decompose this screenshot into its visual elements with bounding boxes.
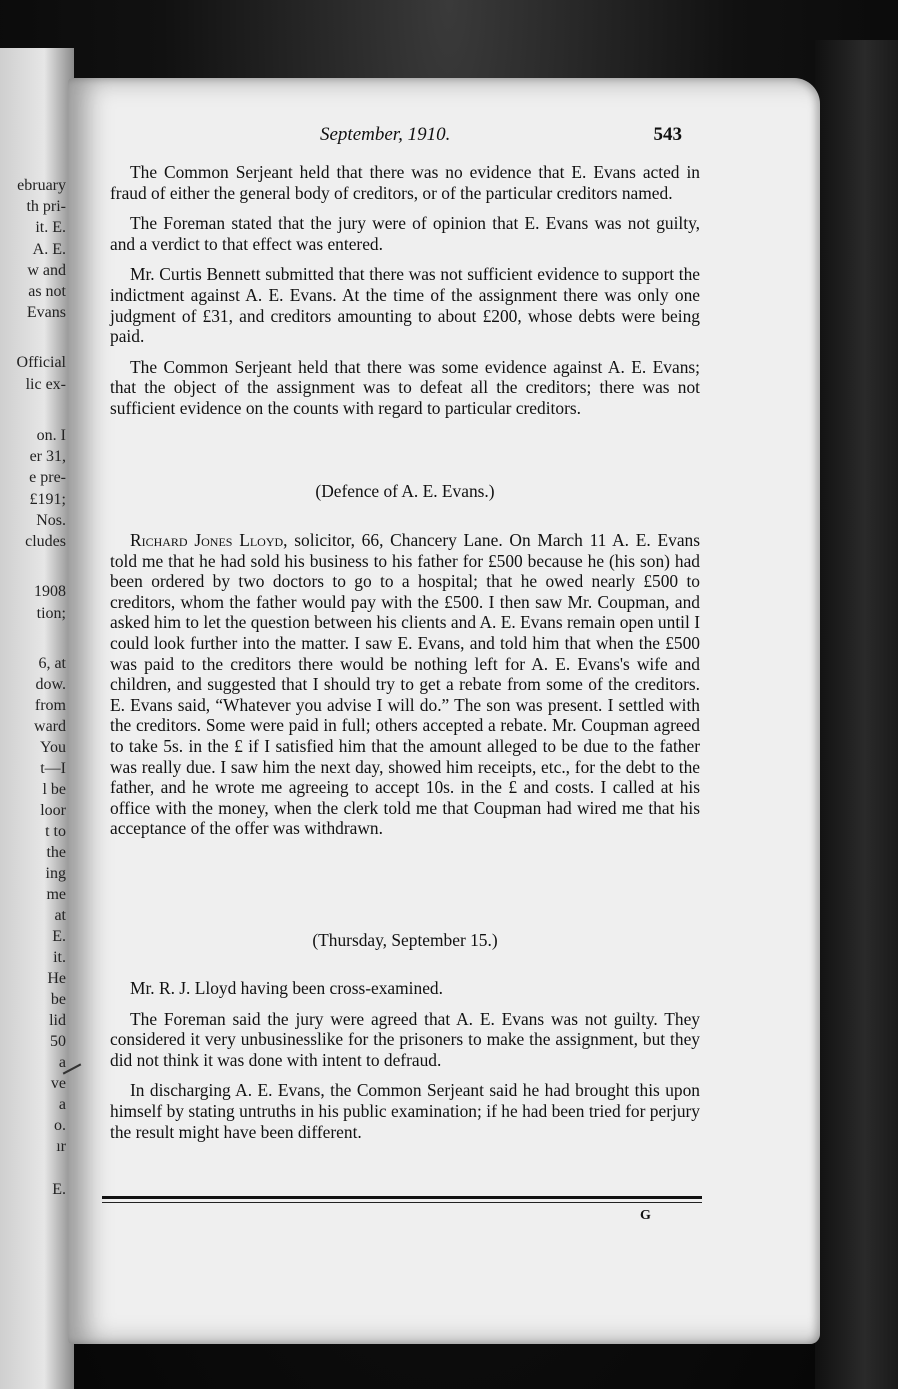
facing-page-text: a: [58, 1096, 66, 1113]
facing-page-text: tion;: [36, 605, 66, 622]
facing-page-text: be: [50, 991, 66, 1008]
facing-page-text: 6, at: [38, 655, 66, 672]
facing-page-text: e pre-: [29, 469, 66, 486]
facing-page-text: lid: [49, 1012, 66, 1029]
facing-page-text: E.: [52, 928, 66, 945]
facing-page-text: E.: [52, 1181, 66, 1198]
facing-page-text: er 31,: [29, 448, 66, 465]
facing-page-text: at: [54, 907, 66, 924]
testimony-body: , solicitor, 66, Chancery Lane. On March 11 A. E. Evans told me that he had sold his business to his father for £500 because he (his son) had been ordered by two doctors to go to a hospital; that he owed nearly £500 to creditors, whom the father would pay with the £500. I then saw Mr. Coupman, and asked him to let the question between his clients and A. E. Evans remain open until I could look further into the matter. I saw E. Evans, and told him that when the £500 was paid to the creditors there would be nothing left for A. E. Evans's wife and children, and suggested that I should try to get a rebate from some of the creditors. E. Evans said, “Whatever you advise I will do.” The son was present. I settled with the creditors. Some were paid in full; others accepted a rebate. Mr. Coupman agreed to take 5s. in the £ if I satisfied him that the amount alleged to be due to the father was really due. I saw him the next day, showed him receipts, etc., for the debt to the father, and he wrote me agreeing to accept 10s. in the £ and costs. I called at his office with the money, when the clerk told me that Coupman had wired me that his acceptance of the offer was withdrawn.: [110, 530, 700, 839]
facing-page-text: dow.: [35, 676, 66, 693]
facing-page-text: on. I: [36, 427, 66, 444]
running-title: September, 1910.: [320, 124, 451, 145]
facing-page-text: 1908: [34, 583, 66, 600]
page-header: [320, 124, 690, 148]
facing-page-text: th pri-: [26, 198, 66, 215]
facing-page-text: He: [47, 970, 66, 987]
paragraph: The Common Serjeant held that there was no evidence that E. Evans acted in fraud of either the general body of creditors, or of the particular creditors named.: [110, 162, 700, 203]
facing-page-text: cludes: [25, 533, 66, 550]
section-heading-defence: (Defence of A. E. Evans.): [315, 481, 495, 501]
paragraph: The Foreman said the jury were agreed that A. E. Evans was not guilty. They considered it very unbusinesslike for the prisoners to make the assignment, but they did not think it was done with intent to defraud.: [110, 1008, 700, 1070]
facing-page-fragment: [0, 48, 74, 1389]
section-heading-date: (Thursday, September 15.): [312, 930, 498, 950]
facing-page-text: 50: [50, 1033, 66, 1050]
facing-page-text: it. E.: [35, 219, 66, 236]
closing-section: [110, 978, 700, 1152]
facing-page-text: the: [46, 844, 66, 861]
facing-page-text: me: [46, 886, 66, 903]
facing-page-text: t to: [45, 823, 66, 840]
opening-section: [110, 162, 700, 429]
facing-page-text: loor: [40, 802, 66, 819]
facing-page-text: a: [58, 1054, 66, 1071]
signature-mark: G: [640, 1208, 651, 1223]
paragraph: The Common Serjeant held that there was some evidence against A. E. Evans; that the object of the assignment was to defeat all the creditors; there was not sufficient evidence on the counts with regard to particular creditors.: [110, 356, 700, 418]
facing-page-text: £191;: [29, 491, 66, 508]
facing-page-text: ır: [56, 1138, 66, 1155]
witness-name: Richard Jones Lloyd: [130, 530, 284, 550]
facing-page-text: it.: [53, 949, 66, 966]
facing-page-text: ward: [34, 718, 66, 735]
paragraph: Mr. R. J. Lloyd having been cross-examined.: [130, 978, 443, 998]
footer-rule: [102, 1196, 702, 1199]
facing-page-text: Nos.: [36, 512, 66, 529]
facing-page-text: You: [40, 739, 66, 756]
witness-testimony: [110, 530, 700, 849]
paragraph: The Foreman stated that the jury were of opinion that E. Evans was not guilty, and a verdict to that effect was entered.: [110, 213, 700, 254]
facing-page-text: l be: [42, 781, 66, 798]
page-number: 543: [653, 124, 682, 145]
facing-page-text: t—I: [40, 760, 66, 777]
facing-page-text: from: [34, 697, 66, 714]
paragraph: In discharging A. E. Evans, the Common Serjeant said he had brought this upon himself by stating untruths in his public examination; if he had been tried for perjury the result might have been different.: [110, 1080, 700, 1142]
book-edge-shadow: [815, 40, 898, 1389]
paragraph: Mr. Curtis Bennett submitted that there was not sufficient evidence to support the indictment against A. E. Evans. At the time of the assignment there was only one judgment of £31, and creditors amounting to about £200, whose debts were being paid.: [110, 264, 700, 347]
facing-page-text: ve: [50, 1075, 66, 1092]
testimony-paragraph: [110, 530, 700, 839]
facing-page-text: A. E.: [32, 241, 66, 258]
facing-page-text: ebruary: [17, 177, 66, 194]
facing-page-text: ing: [45, 865, 66, 882]
facing-page-text: as not: [28, 283, 66, 300]
facing-page-text: o.: [54, 1117, 66, 1134]
facing-page-text: Official: [16, 354, 66, 371]
facing-page-text: lic ex-: [25, 376, 66, 393]
footer-rule-thin: [102, 1202, 702, 1203]
facing-page-text: Evans: [26, 304, 66, 321]
facing-page-text: w and: [27, 262, 66, 279]
